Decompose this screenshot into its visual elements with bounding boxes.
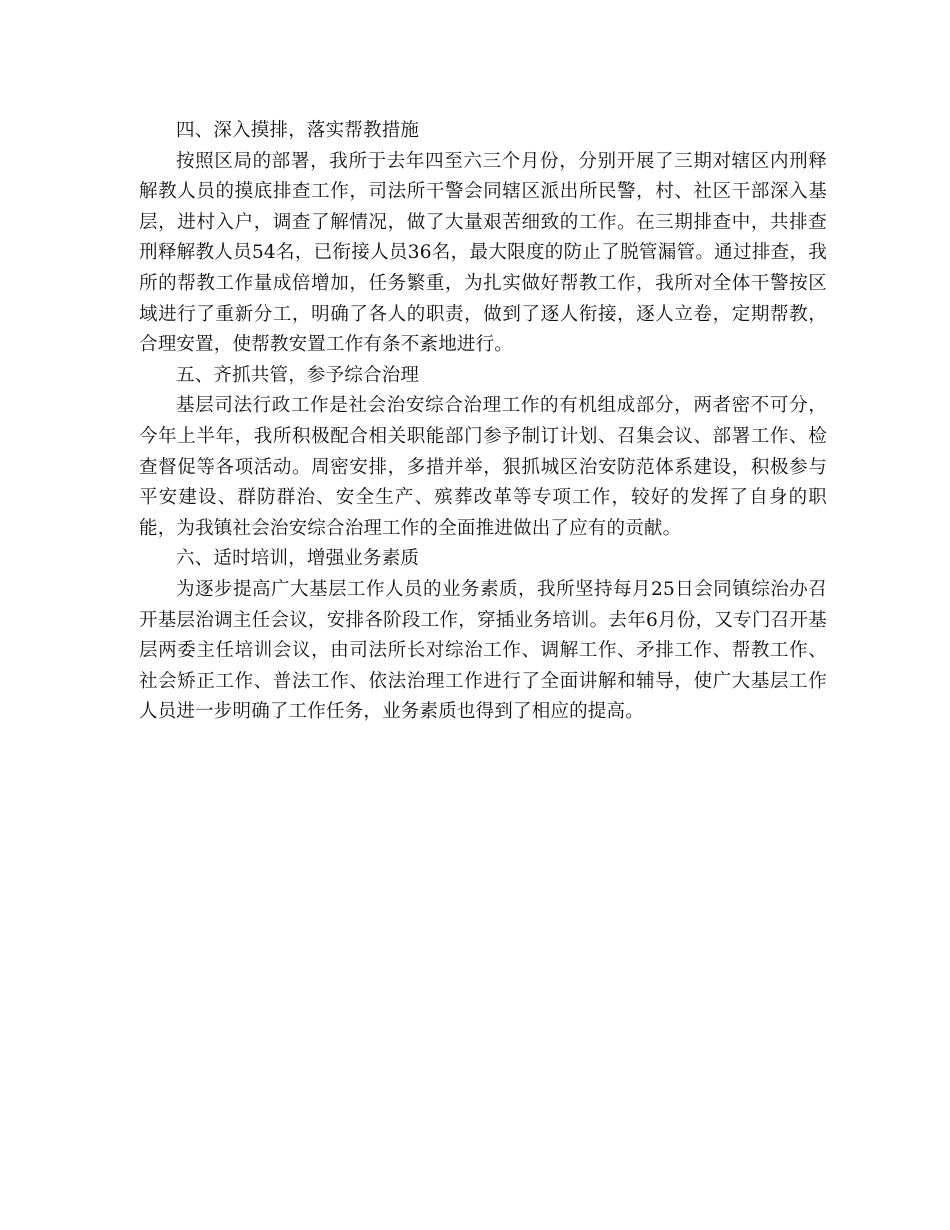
section-paragraph-5: 基层司法行政工作是社会治安综合治理工作的有机组成部分，两者密不可分，今年上半年，我所积极配合相关职能部门参予制订计划、召集会议、部署工作、检查督促等各项活动。周密安排，多措并举，狠抓城区治安防范体系建设，积极参与平安建设、群防群治、安全生产、殡葬改革等专项工作，较好的发挥了自身的职能，为我镇社会治安综合治理工作的全面推进做出了应有的贡献。 (139, 395, 827, 539)
section-heading-5: 五、齐抓共管，参予综合治理 (176, 364, 420, 386)
section-paragraph-4: 按照区局的部署，我所于去年四至六三个月份，分别开展了三期对辖区内刑释解教人员的摸底排查工作，司法所干警会同辖区派出所民警，村、社区干部深入基层，进村入户，调查了解情况，做了大量艰苦细致的工作。在三期排查中，共排查刑释解教人员54名，已衔接人员36名，最大限度的防止了脱管漏管。通过排查，我所的帮教工作量成倍增加，任务繁重，为扎实做好帮教工作，我所对全体干警按区域进行了重新分工，明确了各人的职责，做到了逐人衔接，逐人立卷，定期帮教，合理安置，使帮教安置工作有条不紊地进行。 (139, 150, 827, 356)
section-heading-6: 六、适时培训，增强业务素质 (176, 548, 420, 570)
section-heading-4: 四、深入摸排，落实帮教措施 (176, 120, 420, 141)
document-body (139, 116, 827, 728)
section-paragraph-6: 为逐步提高广大基层工作人员的业务素质，我所坚持每月25日会同镇综治办召开基层治调主任会议，安排各阶段工作，穿插业务培训。去年6月份，又专门召开基层两委主任培训会议，由司法所长对综治工作、调解工作、矛排工作、帮教工作、社会矫正工作、普法工作、依法治理工作进行了全面讲解和辅导，使广大基层工作人员进一步明确了工作任务，业务素质也得到了相应的提高。 (139, 578, 827, 723)
